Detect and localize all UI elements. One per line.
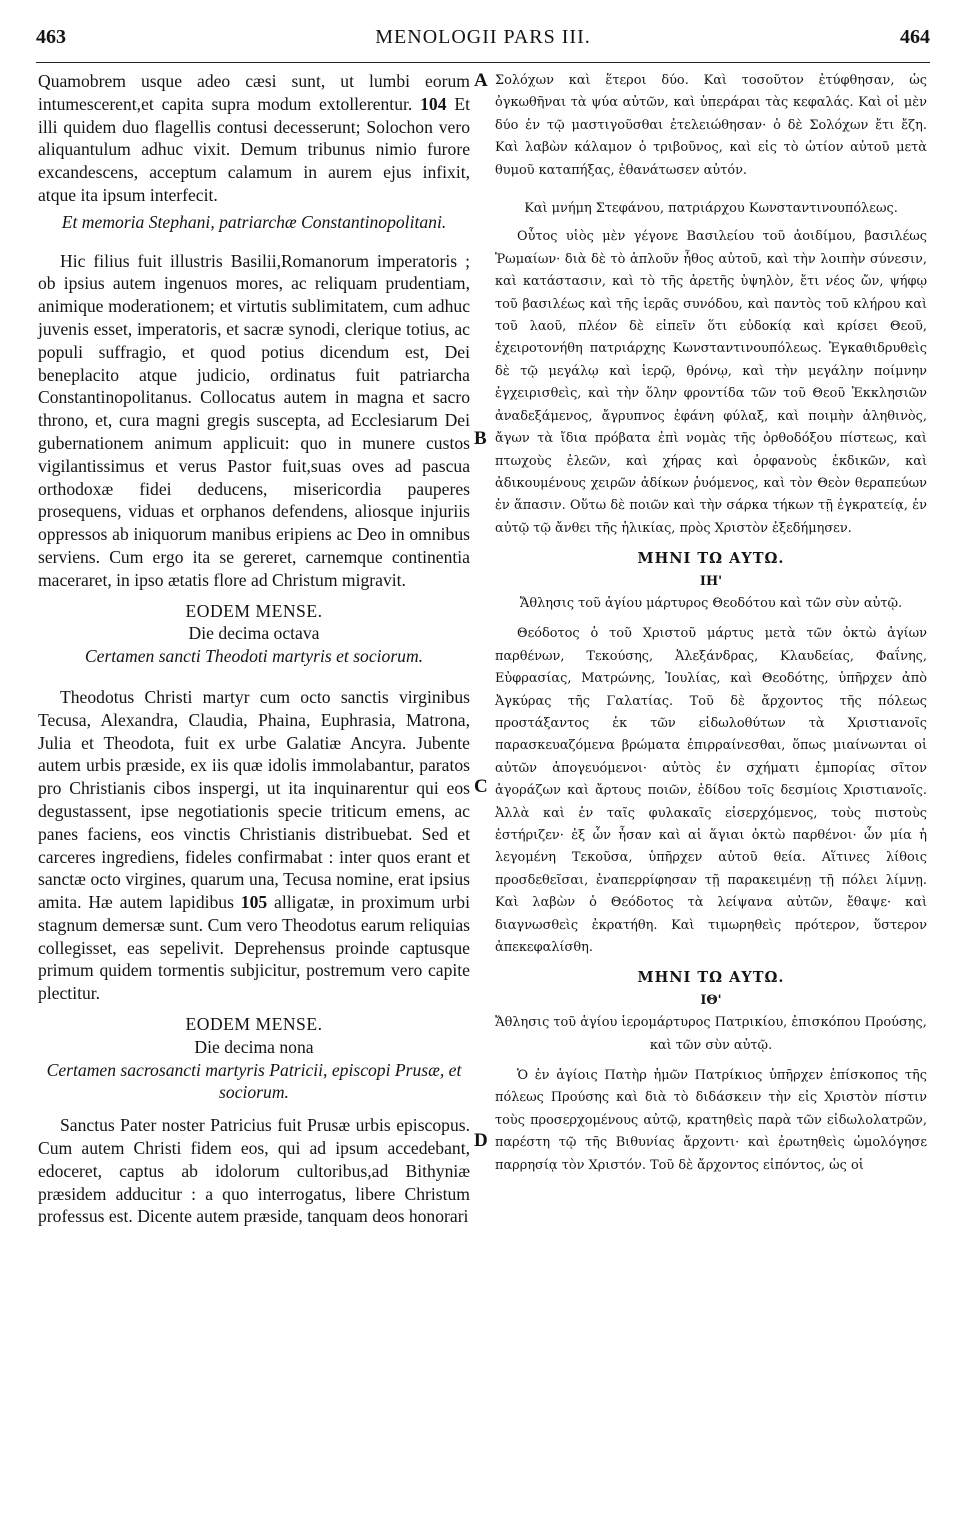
greek-title: Ἄθλησις τοῦ ἁγίου ἱερομάρτυρος Πατρικίου, ἐπισκόπου Προύσης, καὶ τῶν σὺν αὐτῷ. bbox=[495, 1015, 927, 1053]
greek-paragraph: Θεόδοτος ὁ τοῦ Χριστοῦ μάρτυς μετὰ τῶν ὀκτὼ ἁγίων παρθένων, Τεκούσης, Ἀλεξάνδρας, Κλαυδείας, Φαΐνης, Εὐφρασίας, Ματρώνης, Ἰουλίας, καὶ Θεοδότης, ὑπῆρχεν ἀπὸ Ἀγκύρας τῆς Γαλατίας. Τοῦ δὲ ἄρχοντος τῆς πόλεως προστάξαντος ἐκ τῶν εἰδωλοθύτων τὰ Χριστιανοῖς παρασκευαζόμενα βρώματα ἐπιρραίνεσθαι, ὅπως μιαίνωνται οἱ αὐτῶν ἀπογευόμενοι· αὐτὸς ἐν σχήματι ἐμπορίας σῖτον ἀγοράζων καὶ ἄρτους ποιῶν, ἐδίδου τοῖς δεσμίοις Χριστιανοῖς. Ἀλλὰ καὶ ἐν ταῖς φυλακαῖς εἰσερχόμενος, τοὺς πιστοὺς ἐστήριζεν· ἐξ ὧν ἦσαν καὶ αἱ ἅγιαι ὀκτὼ παρθένοι· ὧν μία ἡ λεγομένη Τεκοῦσα, ὑπῆρχεν αὐτοῦ θεία. Αἵτινες λίθοις προσδεθεῖσαι, ἐναπερρίφησαν τῇ παρακειμένῃ τῇ πόλει λίμνῃ. Καὶ λαβὼν ὁ Θεόδοτος τὰ λείψανα αὐτῶν, ἔθαψε· καὶ διαγνωσθεὶς ἐκρατήθη. Καὶ τιμωρηθεὶς πρότερον, ὕστερον ἀπεκεφαλίσθη. bbox=[495, 626, 927, 956]
margin-letter-b: B bbox=[474, 428, 487, 449]
margin-letter-a: A bbox=[474, 70, 488, 91]
greek-title: Ἄθλησις τοῦ ἁγίου μάρτυρος Θεοδότου καὶ τῶν σὺν αὐτῷ. bbox=[519, 595, 903, 611]
latin-paragraph: Sanctus Pater noster Patricius fuit Prusæ urbis episcopus. Cum autem Christi fidem eos, qui ad ipsum accedebant, edoceret, captus ab idolorum cultoribus,ad Bithyniæ præsidem adducitur : a quo interrogatus, libere Christum professus est. Dicente autem præside, tanquam deos honorari bbox=[38, 1115, 470, 1227]
greek-paragraph: Οὗτος υἱὸς μὲν γέγονε Βασιλείου τοῦ ἀοιδίμου, βασιλέως Ῥωμαίων· διὰ δὲ τὸ ἁπλοῦν ἦθος αὐτοῦ, καὶ τὴν λοιπὴν σύνεσιν, καὶ κατάστασιν, καὶ τὸ τῆς ἀρετῆς ὑψηλὸν, ἔτι νέος ὤν, ψήφῳ τοῦ βασιλέως καὶ τῆς ἱερᾶς συνόδου, καὶ παντὸς τοῦ κλήρου καὶ τοῦ λαοῦ, πλέον δὲ εἰπεῖν ὅτι εὐδοκίᾳ καὶ κρίσει Θεοῦ, ἐχειροτονήθη πατριάρχης Κωνσταντινουπόλεως. Ἐγκαθιδρυθεὶς δὲ τῷ μεγάλῳ καὶ ἱερῷ, θρόνῳ, καὶ τὴν μεγάλην ποίμνην ἐγχειρισθεὶς, καὶ τὴν ὅλην φροντίδα τῶν τοῦ Θεοῦ Ἐκκλησιῶν ἀναδεξάμενος, ἄγρυπνος ἐφάνη φύλαξ, καὶ ποιμὴν ἀληθινὸς, ἄγων τὰ ἴδια πρόβατα ἐπὶ νομὰς τῆς ὀρθοδόξου πίστεως, καὶ πτωχοὺς ἐλεῶν, καὶ χήρας καὶ ὀρφανοὺς ἐκδικῶν, καὶ ἀδικουμένους χειρῶν ἀδίκων ῥυόμενος, καὶ τὸν Θεὸν θεραπεύων ἐν ἅπασιν. Οὕτω δὲ ποιῶν καὶ τὴν σάρκα τήκων τῇ ἐγκρατείᾳ, ἐν αὐτῷ τῷ ἄνθει τῆς ἡλικίας, πρὸς Χριστὸν ἐξεδήμησεν. bbox=[495, 229, 927, 536]
latin-title: Certamen sacrosancti martyris Patricii, episcopi Prusæ, et sociorum. bbox=[46, 1059, 462, 1103]
margin-letter-c: C bbox=[474, 776, 488, 797]
greek-column bbox=[495, 70, 927, 1177]
latin-column bbox=[38, 70, 470, 1228]
right-page-number: 464 bbox=[900, 26, 930, 48]
latin-paragraph: Quamobrem usque adeo cæsi sunt, ut lumbi eorum intumescerent,et capita supra modum extollerentur. 104 Et illi quidem duo flagellis contusi decesserunt; Solochon vero aliquantulum adhuc vixit. Demum tribunus nimio furore excandescens, acceptum calamum in aurem ejus infixit, atque ita ipsum interfecit. bbox=[38, 71, 470, 205]
left-page-number: 463 bbox=[36, 26, 66, 48]
latin-paragraph: Theodotus Christi martyr cum octo sanctis virginibus Tecusa, Alexandra, Claudia, Phaina, Euphrasia, Matrona, Julia et Theodota, fuit ex urbe Galatiæ Ancyra. Jubente autem urbis præside, ex iis quæ idolis immolabantur, paratos pro Christianis cibos inspergi, ut ita inquinarentur qui eos degustassent, ipse negotiationis specie triticum emens, ac panes faciens, eos vinctis Christianis distribuebat. Sed et carceres ingrediens, fideles confirmabat : inter quos erant et sanctæ octo virgines, quarum una, Tecusa nomine, erat ipsius amita. Hæ autem lapidibus 105 alligatæ, in proximum urbi stagnum demersæ sunt. Cum vero Theodotus earum reliquias collegisset, eas sepelivit. Deprehensus proinde captusque primum quidem tormentis subjicitur, postremum vero capite plectitur. bbox=[38, 686, 470, 1004]
margin-letter-d: D bbox=[474, 1130, 488, 1151]
latin-memoria-heading: Et memoria Stephani, patriarchæ Constantinopolitani. bbox=[61, 211, 447, 232]
header-rule bbox=[36, 62, 930, 63]
latin-day-heading: Die decima nona bbox=[194, 1036, 314, 1057]
latin-paragraph: Hic filius fuit illustris Basilii,Romanorum imperatoris ; ob ipsius autem ingenuos mores, ac reliquam prudentiam, animique moderationem; et virtutis sublimitatem, cum adhuc juvenis esset, imperatoris, et sacræ synodi, clerique totius, ac populi suffragio, et quod potius dicendum est, Dei beneplacito atque judicio, ordinatus fuit patriarcha Constantinopolitanus. Collocatus autem in magna et sacro throno, et, cura magni gregis suscepta, ad Ecclesiarum Dei gubernationem animum applicuit: quo in munere custos vigilantissimus et verus Pastor fuit,suas oves ad pascua orthodoxæ fidei deducens, misericordia pauperes prosequens, viduas et orphanos defendens, aliosque injuriis oppressos ab iniquorum manibus eripiens ac Deo in omnibus serviens. Cum ergo ita se gereret, carnemque continentia maceraret, in ipso ætatis flore ad Christum migravit. bbox=[38, 250, 470, 590]
greek-paragraph: Ὁ ἐν ἁγίοις Πατὴρ ἡμῶν Πατρίκιος ὑπῆρχεν ἐπίσκοπος τῆς πόλεως Προύσης καὶ διὰ τὸ διδάσκειν τὴν εἰς Χριστὸν πίστιν τοὺς προσερχομένους αὐτῷ, κρατηθεὶς παρὰ τῶν εἰδωλολατρῶν, παρέστη τῷ τῆς Βιθυνίας ἄρχοντι· καὶ ἐρωτηθεὶς ὡμολόγησε παρρησίᾳ τὸν Χριστόν. Τοῦ δὲ ἄρχοντος εἰπόντος, ὡς οἱ bbox=[495, 1068, 927, 1173]
section-number: 105 bbox=[240, 892, 268, 913]
latin-month-heading: EODEM MENSE. bbox=[185, 1014, 323, 1035]
running-title: MENOLOGII PARS III. bbox=[375, 26, 591, 48]
latin-day-heading: Die decima octava bbox=[188, 623, 320, 644]
greek-paragraph: Σολόχων καὶ ἕτεροι δύο. Καὶ τοσοῦτον ἐτύφθησαν, ὡς ὀγκωθῆναι τὰ ψύα αὐτῶν, καὶ ὑπεράραι τὰς κεφαλάς. Καὶ οἱ μὲν δύο ἐν τῷ μαστιγοῦσθαι ἐτελειώθησαν· ὁ δὲ Σολόχων ἔτι ἔζη. Καὶ λαβὼν κάλαμον ὁ τριβοῦνος, καὶ εἰς τὸ ὠτίον αὐτοῦ μετὰ θυμοῦ καταπήξας, ἐθανάτωσεν αὐτόν. bbox=[495, 73, 927, 178]
greek-memoria-heading: Καὶ μνήμη Στεφάνου, πατριάρχου Κωνσταντινουπόλεως. bbox=[524, 201, 898, 217]
running-header bbox=[36, 26, 930, 60]
greek-day-numeral: ΙΘ' bbox=[700, 992, 722, 1008]
greek-month-heading: ΜΗΝΙ ΤΩ ΑΥΤΩ. bbox=[637, 969, 785, 987]
latin-month-heading: EODEM MENSE. bbox=[185, 600, 323, 621]
latin-title: Certamen sancti Theodoti martyris et sociorum. bbox=[84, 646, 424, 667]
greek-month-heading: ΜΗΝΙ ΤΩ ΑΥΤΩ. bbox=[637, 550, 785, 568]
section-number: 104 bbox=[420, 93, 447, 114]
greek-day-numeral: ΙΗ' bbox=[699, 573, 723, 589]
